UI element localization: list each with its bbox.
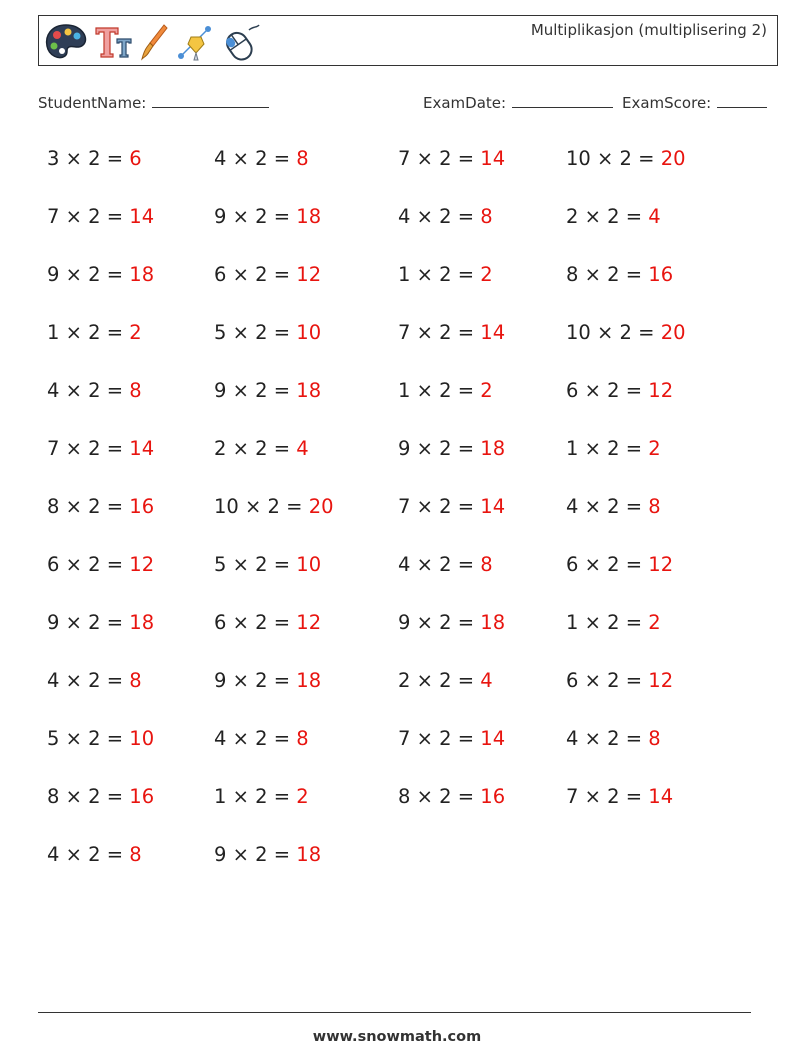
- problem-item: [214, 785, 309, 808]
- problem-question: 9 × 2 =: [398, 437, 475, 460]
- exam-score-label: ExamScore:: [622, 94, 712, 112]
- problem-item: [398, 147, 505, 170]
- problem-item: [47, 611, 154, 634]
- problem-question: 2 × 2 =: [566, 205, 643, 228]
- problem-answer: 8: [296, 147, 309, 170]
- problem-item: [47, 147, 142, 170]
- problem-answer: 16: [480, 785, 506, 808]
- problem-question: 1 × 2 =: [566, 437, 643, 460]
- problem-question: 3 × 2 =: [47, 147, 124, 170]
- problem-question: 7 × 2 =: [47, 437, 124, 460]
- problem-answer: 6: [129, 147, 142, 170]
- exam-date-blank[interactable]: [512, 93, 613, 108]
- problem-answer: 14: [480, 727, 506, 750]
- problem-item: [566, 727, 661, 750]
- student-name-blank[interactable]: [152, 93, 269, 108]
- problem-answer: 8: [296, 727, 309, 750]
- problem-answer: 2: [648, 611, 661, 634]
- problem-answer: 2: [129, 321, 142, 344]
- problem-item: [398, 437, 505, 460]
- palette-icon: [43, 22, 89, 62]
- problem-question: 1 × 2 =: [398, 263, 475, 286]
- problem-question: 6 × 2 =: [566, 669, 643, 692]
- problem-question: 4 × 2 =: [566, 495, 643, 518]
- problem-item: [398, 495, 505, 518]
- problem-question: 8 × 2 =: [47, 785, 124, 808]
- problem-question: 6 × 2 =: [214, 263, 291, 286]
- problem-answer: 20: [660, 147, 686, 170]
- problem-question: 2 × 2 =: [398, 669, 475, 692]
- paintbrush-icon: [139, 22, 171, 62]
- problem-item: [566, 205, 661, 228]
- problem-item: [566, 495, 661, 518]
- problem-question: 7 × 2 =: [566, 785, 643, 808]
- problem-answer: 8: [480, 205, 493, 228]
- problem-question: 7 × 2 =: [398, 321, 475, 344]
- problem-question: 7 × 2 =: [398, 147, 475, 170]
- problem-item: [398, 379, 493, 402]
- problem-answer: 2: [296, 785, 309, 808]
- problem-answer: 14: [129, 205, 155, 228]
- problem-question: 6 × 2 =: [566, 553, 643, 576]
- problem-question: 4 × 2 =: [398, 205, 475, 228]
- problem-item: [566, 379, 673, 402]
- problem-answer: 2: [648, 437, 661, 460]
- problem-answer: 18: [296, 205, 322, 228]
- problem-answer: 12: [129, 553, 155, 576]
- problem-question: 7 × 2 =: [47, 205, 124, 228]
- problem-question: 1 × 2 =: [47, 321, 124, 344]
- exam-date-label: ExamDate:: [423, 94, 507, 112]
- exam-score-field: [622, 93, 767, 112]
- problem-question: 6 × 2 =: [47, 553, 124, 576]
- problem-item: [47, 321, 142, 344]
- problem-answer: 8: [129, 843, 142, 866]
- problem-answer: 16: [129, 785, 155, 808]
- problem-question: 5 × 2 =: [214, 553, 291, 576]
- problem-answer: 16: [129, 495, 155, 518]
- problem-question: 8 × 2 =: [566, 263, 643, 286]
- problem-item: [398, 321, 505, 344]
- problem-answer: 18: [129, 263, 155, 286]
- problem-question: 1 × 2 =: [566, 611, 643, 634]
- problem-item: [566, 553, 673, 576]
- problem-question: 8 × 2 =: [398, 785, 475, 808]
- problem-answer: 12: [648, 379, 674, 402]
- problem-item: [566, 321, 686, 344]
- exam-score-blank[interactable]: [717, 93, 767, 108]
- problem-question: 10 × 2 =: [566, 147, 655, 170]
- problem-item: [47, 263, 154, 286]
- problem-item: [214, 205, 321, 228]
- problem-item: [214, 379, 321, 402]
- problem-answer: 4: [296, 437, 309, 460]
- problem-question: 2 × 2 =: [214, 437, 291, 460]
- problem-item: [398, 727, 505, 750]
- problem-question: 9 × 2 =: [398, 611, 475, 634]
- problem-question: 4 × 2 =: [566, 727, 643, 750]
- problem-answer: 12: [648, 669, 674, 692]
- problem-answer: 8: [129, 379, 142, 402]
- mouse-icon: [219, 22, 263, 62]
- problem-item: [47, 495, 154, 518]
- problem-question: 10 × 2 =: [566, 321, 655, 344]
- problem-question: 4 × 2 =: [398, 553, 475, 576]
- problem-item: [214, 147, 309, 170]
- problem-question: 6 × 2 =: [566, 379, 643, 402]
- problem-item: [214, 611, 321, 634]
- text-size-icon: [93, 22, 135, 62]
- problem-item: [47, 785, 154, 808]
- problem-item: [214, 843, 321, 866]
- exam-date-field: [423, 93, 613, 112]
- problem-item: [47, 843, 142, 866]
- problem-item: [214, 437, 309, 460]
- problem-question: 10 × 2 =: [214, 495, 303, 518]
- problem-answer: 12: [296, 263, 322, 286]
- problem-item: [214, 263, 321, 286]
- problem-question: 6 × 2 =: [214, 611, 291, 634]
- problem-answer: 10: [129, 727, 155, 750]
- problem-answer: 2: [480, 379, 493, 402]
- problem-answer: 10: [296, 553, 322, 576]
- problem-question: 7 × 2 =: [398, 495, 475, 518]
- problem-item: [398, 785, 505, 808]
- problem-question: 4 × 2 =: [214, 147, 291, 170]
- problem-item: [566, 147, 686, 170]
- student-name-label: StudentName:: [38, 94, 147, 112]
- problem-item: [566, 785, 673, 808]
- problem-answer: 14: [480, 321, 506, 344]
- problem-answer: 14: [129, 437, 155, 460]
- header-box: [38, 15, 778, 66]
- problem-question: 9 × 2 =: [214, 669, 291, 692]
- problem-answer: 14: [480, 495, 506, 518]
- vector-pen-icon: [175, 22, 215, 62]
- problem-answer: 20: [308, 495, 334, 518]
- problem-question: 7 × 2 =: [398, 727, 475, 750]
- problem-question: 5 × 2 =: [214, 321, 291, 344]
- problem-item: [398, 205, 493, 228]
- problem-question: 9 × 2 =: [214, 843, 291, 866]
- problem-item: [47, 379, 142, 402]
- problem-question: 4 × 2 =: [47, 843, 124, 866]
- problem-question: 1 × 2 =: [214, 785, 291, 808]
- problem-item: [214, 553, 321, 576]
- problem-question: 9 × 2 =: [214, 205, 291, 228]
- problem-item: [214, 321, 321, 344]
- problem-answer: 14: [480, 147, 506, 170]
- problem-answer: 18: [296, 379, 322, 402]
- student-name-field: [38, 93, 269, 112]
- problem-item: [398, 263, 493, 286]
- problem-answer: 4: [480, 669, 493, 692]
- problem-answer: 18: [296, 669, 322, 692]
- problem-item: [398, 553, 493, 576]
- problem-question: 9 × 2 =: [47, 611, 124, 634]
- problem-answer: 18: [480, 437, 506, 460]
- problem-item: [398, 669, 493, 692]
- problem-answer: 16: [648, 263, 674, 286]
- problem-item: [398, 611, 505, 634]
- problem-answer: 8: [648, 727, 661, 750]
- problem-item: [214, 669, 321, 692]
- header-icons: [43, 22, 263, 62]
- problem-question: 5 × 2 =: [47, 727, 124, 750]
- problem-item: [566, 669, 673, 692]
- problem-question: 1 × 2 =: [398, 379, 475, 402]
- problem-item: [566, 611, 661, 634]
- problem-item: [47, 727, 154, 750]
- problem-question: 4 × 2 =: [214, 727, 291, 750]
- problem-answer: 8: [648, 495, 661, 518]
- footer-url: www.snowmath.com: [312, 1029, 482, 1045]
- problem-answer: 20: [660, 321, 686, 344]
- problem-item: [47, 205, 154, 228]
- problem-item: [47, 669, 142, 692]
- problem-answer: 2: [480, 263, 493, 286]
- problem-question: 4 × 2 =: [47, 669, 124, 692]
- problem-item: [566, 437, 661, 460]
- problem-answer: 8: [480, 553, 493, 576]
- problem-answer: 18: [296, 843, 322, 866]
- problem-answer: 12: [296, 611, 322, 634]
- problem-item: [47, 553, 154, 576]
- problem-item: [214, 727, 309, 750]
- problem-item: [566, 263, 673, 286]
- problem-item: [47, 437, 154, 460]
- problem-answer: 18: [480, 611, 506, 634]
- problem-question: 8 × 2 =: [47, 495, 124, 518]
- problem-answer: 12: [648, 553, 674, 576]
- problem-item: [214, 495, 334, 518]
- problem-answer: 4: [648, 205, 661, 228]
- footer-divider: [38, 1012, 751, 1013]
- worksheet-title: Multiplikasjon (multiplisering 2): [530, 21, 767, 39]
- problem-answer: 10: [296, 321, 322, 344]
- problem-answer: 8: [129, 669, 142, 692]
- problem-answer: 18: [129, 611, 155, 634]
- problem-answer: 14: [648, 785, 674, 808]
- problem-question: 9 × 2 =: [214, 379, 291, 402]
- problem-question: 4 × 2 =: [47, 379, 124, 402]
- problem-question: 9 × 2 =: [47, 263, 124, 286]
